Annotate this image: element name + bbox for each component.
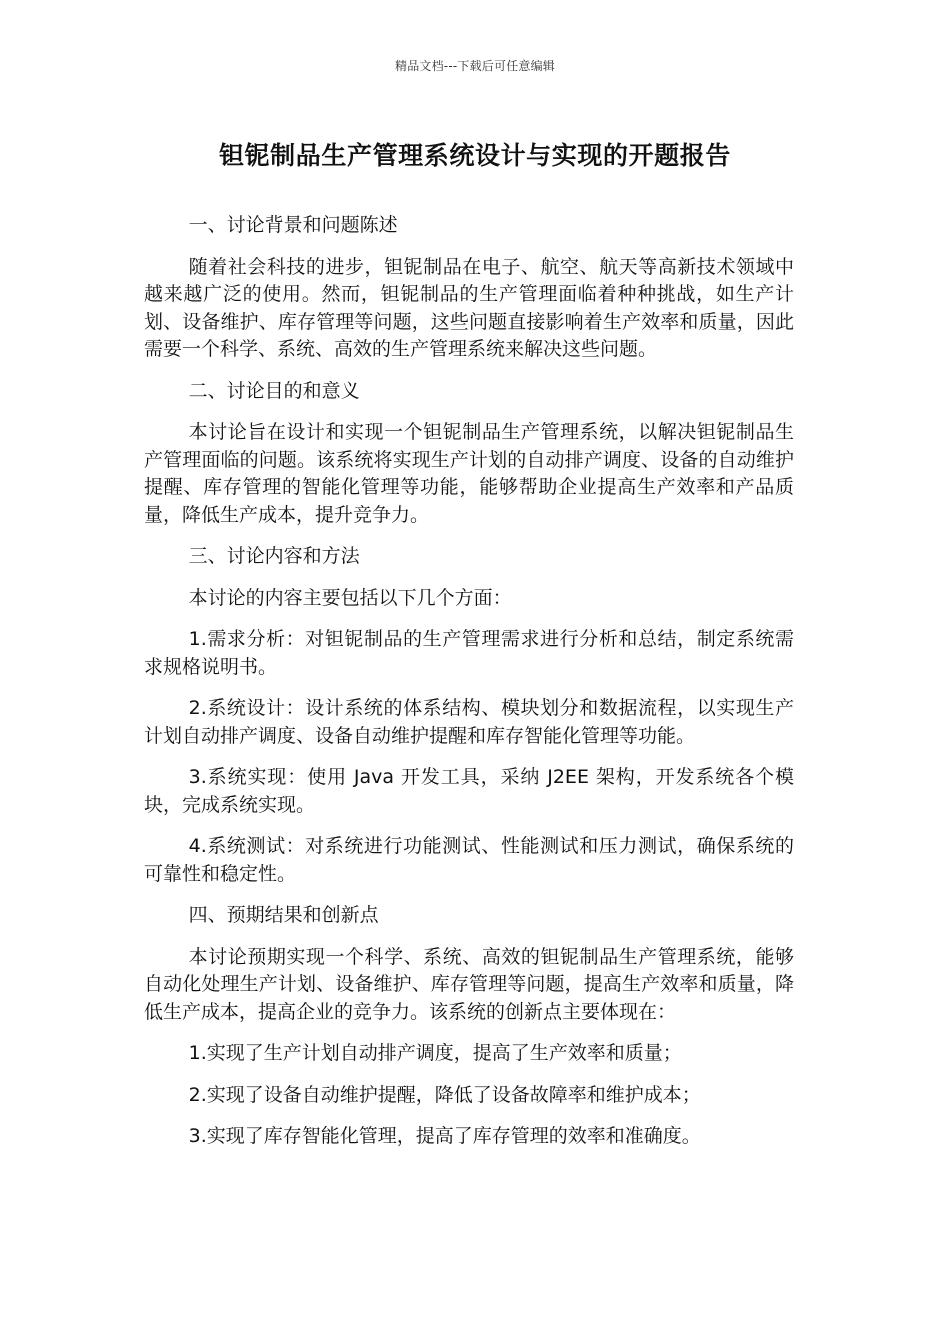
section-heading-content-method: 三、讨论内容和方法 xyxy=(188,545,360,567)
section-heading-expected-results: 四、预期结果和创新点 xyxy=(188,904,379,926)
list-item-innovation-scheduling: 1.实现了生产计划自动排产调度，提高了生产效率和质量； xyxy=(188,1042,682,1064)
list-item-implementation: 3.系统实现：使用 Java 开发工具，采纳 J2EE 架构，开发系统各个模块，完成系统实现。 xyxy=(144,766,794,816)
section-heading-purpose: 二、讨论目的和意义 xyxy=(188,379,360,402)
document-body xyxy=(144,212,794,1165)
header-note: 精品文档---下载后可任意编辑 xyxy=(395,59,555,73)
list-item-innovation-inventory: 3.实现了库存智能化管理，提高了库存管理的效率和准确度。 xyxy=(188,1125,701,1147)
paragraph-background: 随着社会科技的进步，钽铌制品在电子、航空、航天等高新技术领域中越来越广泛的使用。然而，钽铌制品的生产管理面临着种种挑战，如生产计划、设备维护、库存管理等问题，这些问题直接影响着生产效率和质量，因此需要一个科学、系统、高效的生产管理系统来解决这些问题。 xyxy=(144,255,794,360)
list-item-requirements: 1.需求分析：对钽铌制品的生产管理需求进行分析和总结，制定系统需求规格说明书。 xyxy=(144,628,794,678)
list-item-innovation-maintenance: 2.实现了设备自动维护提醒，降低了设备故障率和维护成本； xyxy=(188,1083,701,1106)
document-title: 钽铌制品生产管理系统设计与实现的开题报告 xyxy=(218,141,731,170)
list-item-design: 2.系统设计：设计系统的体系结构、模块划分和数据流程，以实现生产计划自动排产调度、设备自动维护提醒和库存智能化管理等功能。 xyxy=(144,697,794,747)
paragraph-expected-results: 本讨论预期实现一个科学、系统、高效的钽铌制品生产管理系统，能够自动化处理生产计划、设备维护、库存管理等问题，提高生产效率和质量，降低生产成本，提高企业的竞争力。该系统的创新点主要体现在： xyxy=(144,945,794,1023)
list-item-testing: 4.系统测试：对系统进行功能测试、性能测试和压力测试，确保系统的可靠性和稳定性。 xyxy=(144,835,794,885)
section-heading-background: 一、讨论背景和问题陈述 xyxy=(188,214,398,236)
paragraph-purpose: 本讨论旨在设计和实现一个钽铌制品生产管理系统，以解决钽铌制品生产管理面临的问题。该系统将实现生产计划的自动排产调度、设备的自动维护提醒、库存管理的智能化管理等功能，能够帮助企业提高生产效率和产品质量，降低生产成本，提升竞争力。 xyxy=(144,421,794,526)
paragraph-content-intro: 本讨论的内容主要包括以下几个方面： xyxy=(188,586,512,609)
